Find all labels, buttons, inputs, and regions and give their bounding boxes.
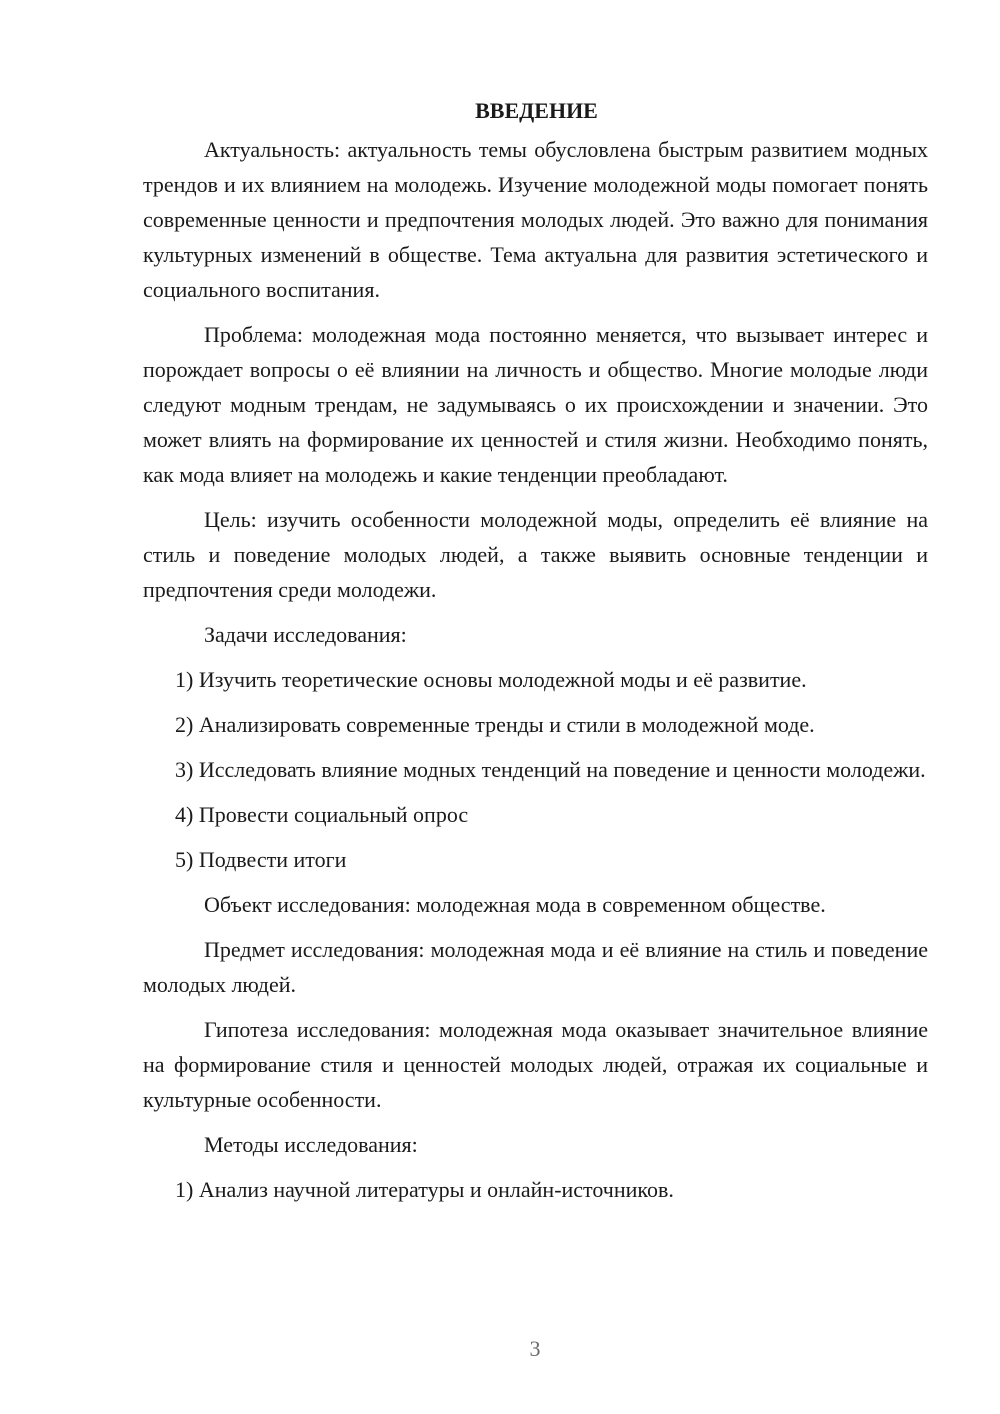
paragraph-hypothesis: Гипотеза исследования: молодежная мода оказывает значительное влияние на формирование стиля и ценностей молодых людей, отражая их социальные и культурные особенности. (143, 1017, 928, 1112)
paragraph-methods-heading: Методы исследования: (204, 1132, 418, 1157)
paragraph-tasks-heading: Задачи исследования: (204, 622, 407, 647)
task-item-5: 5) Подвести итоги (175, 847, 347, 872)
paragraph-problem: Проблема: молодежная мода постоянно меняется, что вызывает интерес и порождает вопросы о её влиянии на личность и общество. Многие молодые люди следуют модным трендам, не задумываясь о их происхождении и значении. Это может влиять на формирование их ценностей и стиля жизни. Необходимо понять, как мода влияет на молодежь и какие тенденции преобладают. (143, 322, 928, 487)
method-item-1: 1) Анализ научной литературы и онлайн-источников. (175, 1177, 674, 1202)
paragraph-relevance: Актуальность: актуальность темы обусловлена быстрым развитием модных трендов и их влиянием на молодежь. Изучение молодежной моды помогает понять современные ценности и предпочтения молодых людей. Это важно для понимания культурных изменений в обществе. Тема актуальна для развития эстетического и социального воспитания. (143, 137, 928, 302)
task-item-4: 4) Провести социальный опрос (175, 802, 469, 827)
paragraph-object: Объект исследования: молодежная мода в современном обществе. (204, 892, 826, 917)
page-title: ВВЕДЕНИЕ (475, 98, 598, 123)
task-item-3: 3) Исследовать влияние модных тенденций на поведение и ценности молодежи. (175, 757, 926, 782)
document-page (143, 96, 928, 1217)
paragraph-subject: Предмет исследования: молодежная мода и её влияние на стиль и поведение молодых людей. (143, 937, 928, 997)
paragraph-goal: Цель: изучить особенности молодежной моды, определить её влияние на стиль и поведение молодых людей, а также выявить основные тенденции и предпочтения среди молодежи. (143, 507, 928, 602)
page-number: 3 (529, 1336, 541, 1361)
task-item-2: 2) Анализировать современные тренды и стили в молодежной моде. (175, 712, 815, 737)
task-item-1: 1) Изучить теоретические основы молодежной моды и её развитие. (175, 667, 807, 692)
